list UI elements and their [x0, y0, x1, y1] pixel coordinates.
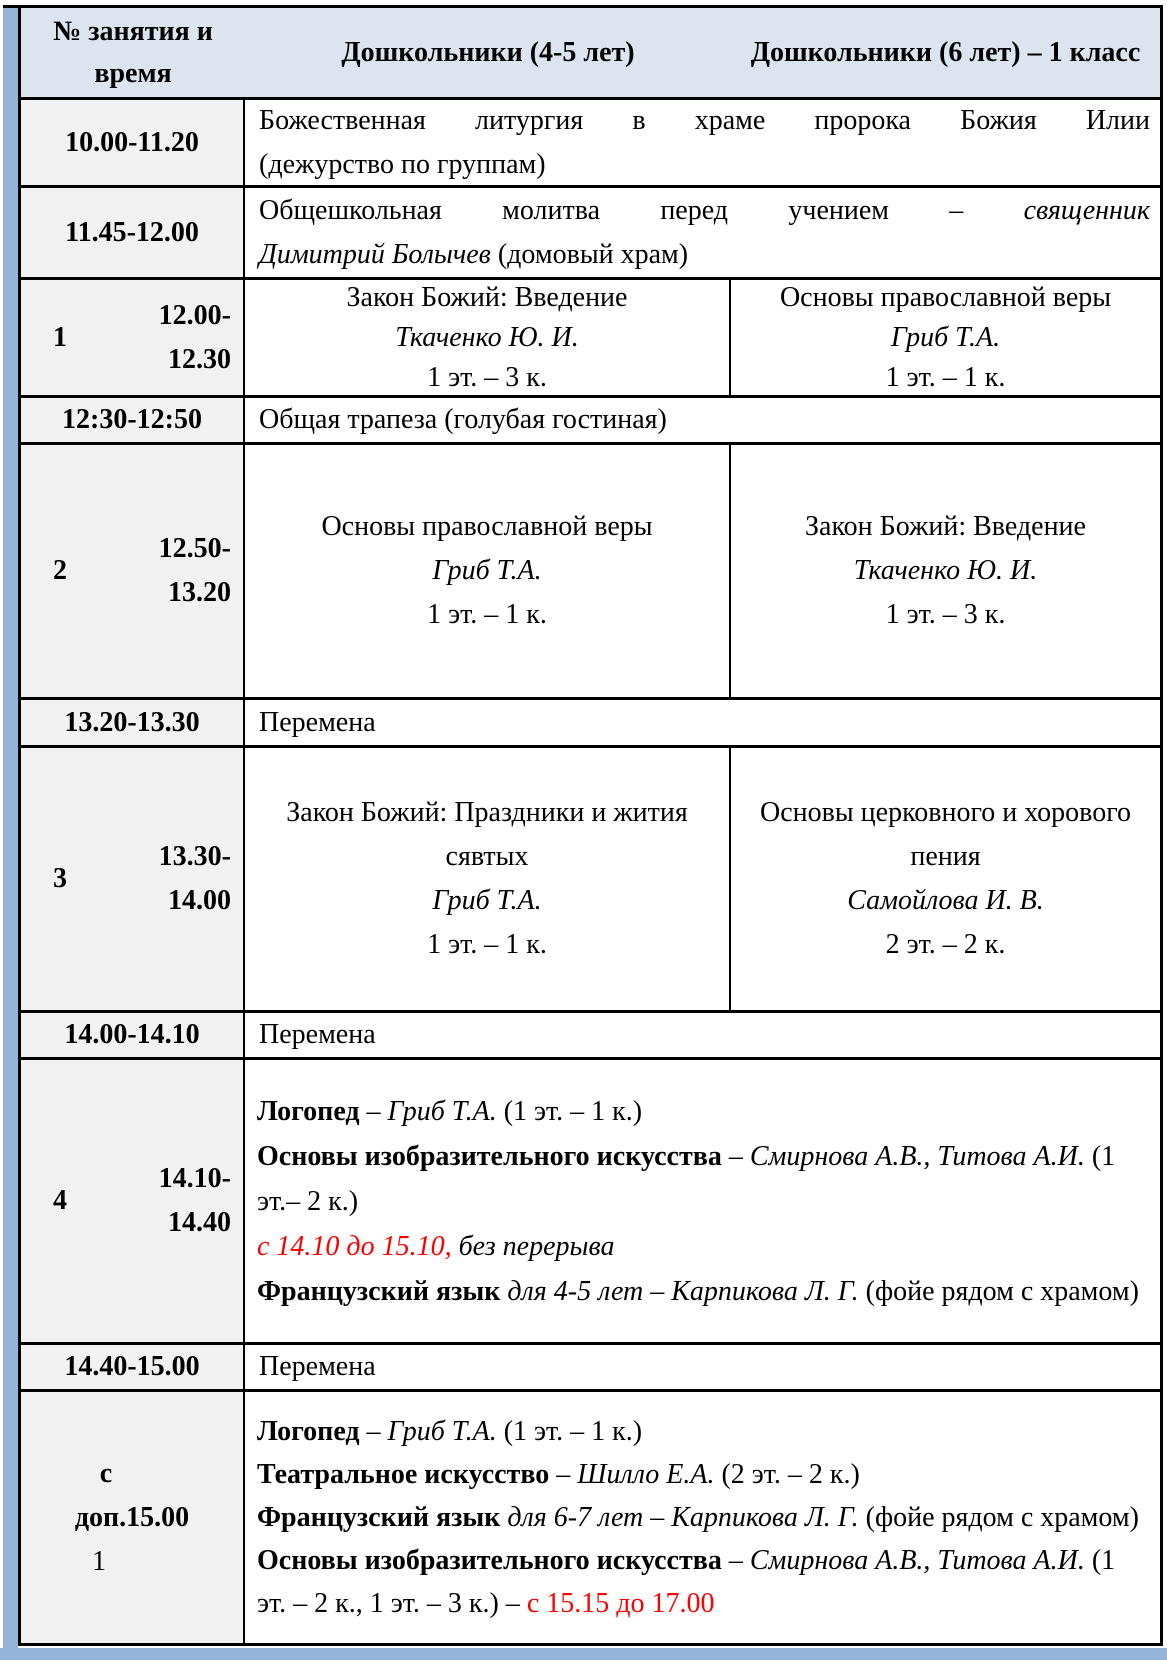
liturgy-text	[245, 100, 1160, 185]
teacher-name: Самойлова И. В.	[847, 885, 1044, 916]
text-line	[257, 1539, 1146, 1625]
row-lesson-2	[21, 445, 1160, 700]
time-cell: 10.00-11.20	[21, 100, 245, 185]
text-line	[257, 1269, 1146, 1314]
text-segment: для 4-5 лет – Карпикова Л. Г.	[507, 1275, 859, 1307]
bottom-accent-bar	[0, 1648, 1167, 1660]
break-text: Перемена	[259, 1351, 376, 1382]
text-segment: Смирнова А.В., Титова А.И.	[749, 1140, 1085, 1172]
room: 1 эт. – 3 к.	[427, 361, 547, 393]
time-prefix: с	[99, 1457, 113, 1489]
time-line-1: 12.00-	[158, 299, 231, 331]
text-line	[259, 233, 1150, 277]
text-segment: Театральное искусство	[257, 1459, 550, 1490]
lesson-number: 3	[53, 863, 67, 894]
time-cell	[21, 445, 245, 697]
subject-title: Закон Божий: Введение	[346, 281, 628, 313]
text-segment: –	[721, 1140, 750, 1172]
room: 1 эт. – 1 к.	[427, 599, 547, 630]
schedule-table	[18, 5, 1163, 1646]
lesson-time	[99, 527, 243, 615]
time-cell	[21, 748, 245, 1010]
text-segment: Гриб Т.А.	[387, 1095, 497, 1127]
table-header-row	[21, 8, 1160, 100]
text-segment: –	[359, 1416, 388, 1447]
text-segment: Шилло Е.А.	[577, 1459, 715, 1490]
text-line	[259, 143, 1150, 187]
text-line	[257, 1410, 1146, 1453]
text-segment: Димитрий Болычев	[259, 238, 498, 270]
time-line-2: 14.40	[168, 1207, 231, 1238]
teacher-name: Ткаченко Ю. И.	[395, 321, 579, 353]
lesson-time	[99, 1157, 243, 1245]
room: 1 эт. – 1 к.	[885, 361, 1006, 393]
text-segment: с 14.10 до 15.10,	[257, 1230, 452, 1262]
text-line	[257, 1496, 1146, 1539]
text-segment: (1 эт.– 2 к.)	[257, 1140, 1116, 1217]
text-segment: Основы изобразительного искусства	[257, 1545, 722, 1576]
lesson-number: 2	[53, 555, 67, 586]
lesson-time	[99, 294, 243, 382]
lesson-4-activities	[245, 1060, 1160, 1342]
text-segment: –	[549, 1459, 578, 1490]
text-segment: (2 эт. – 2 к.)	[714, 1459, 860, 1490]
room: 1 эт. – 3 к.	[885, 599, 1006, 630]
time-cell: 11.45-12.00	[21, 188, 245, 277]
row-break-2	[21, 1013, 1160, 1060]
lesson-time	[99, 835, 243, 923]
text-segment: (1 эт. – 2 к., 1 эт. – 3 к.) –	[257, 1545, 1116, 1619]
subject-title: Закон Божий: Праздники и жития сявтых	[286, 797, 688, 872]
row-break-3	[21, 1345, 1160, 1392]
break-text: Перемена	[259, 706, 376, 738]
meal-text: Общая трапеза (голубая гостиная)	[259, 404, 667, 435]
subject-title: Закон Божий: Введение	[805, 511, 1086, 542]
time-line-1: 13.30-	[158, 841, 231, 872]
text-segment: (1 эт. – 1 к.)	[496, 1416, 643, 1447]
time-line-1: 14.10-	[158, 1163, 231, 1194]
text-segment: Общешкольная молитва перед учением –	[259, 194, 1024, 226]
row-extra-lessons	[21, 1392, 1160, 1643]
teacher-name: Гриб Т.А.	[890, 321, 1001, 353]
time-line-2: 12.30	[168, 343, 231, 375]
row-liturgy	[21, 100, 1160, 188]
time-cell	[21, 1392, 245, 1643]
text-segment: (фойе рядом с храмом)	[858, 1502, 1139, 1533]
text-segment: (домовый храм)	[497, 238, 689, 270]
time-cell	[21, 1060, 245, 1342]
time-cell	[21, 280, 245, 395]
lesson-cell-6	[731, 280, 1160, 395]
header-preschool-4-5: Дошкольники (4-5 лет)	[341, 36, 635, 68]
lesson-number: 4	[53, 1185, 67, 1216]
lesson-number: 1	[53, 321, 67, 353]
text-line	[257, 1453, 1146, 1496]
row-lesson-3	[21, 748, 1160, 1013]
text-segment: для 6-7 лет – Карпикова Л. Г.	[507, 1502, 859, 1533]
time-cell: 14.40-15.00	[21, 1345, 245, 1389]
text-segment: (1 эт. – 1 к.)	[496, 1095, 643, 1127]
break-text: Перемена	[259, 1019, 376, 1050]
lesson-cell-4-5	[245, 280, 731, 395]
time-line-2: 14.00	[168, 885, 231, 916]
text-segment: Логопед	[257, 1416, 360, 1447]
time-cell: 14.00-14.10	[21, 1013, 245, 1057]
text-segment: священник	[1023, 194, 1150, 226]
time-line-2: 13.20	[168, 577, 231, 608]
time-sub: 1	[92, 1545, 106, 1577]
text-segment: –	[359, 1095, 388, 1127]
text-segment: (дежурство по группам)	[259, 148, 546, 180]
text-segment: Французский язык	[257, 1502, 501, 1533]
teacher-name: Гриб Т.А.	[432, 555, 542, 586]
subject-title: Основы церковного и хорового пения	[760, 797, 1131, 872]
time-cell: 13.20-13.30	[21, 700, 245, 745]
left-accent-bar	[3, 8, 18, 1660]
lesson-cell-4-5	[245, 748, 731, 1010]
row-meal	[21, 398, 1160, 445]
text-segment: без перерыва	[451, 1230, 615, 1262]
subject-title: Основы православной веры	[321, 511, 653, 542]
text-segment: –	[721, 1545, 750, 1576]
subject-title: Основы православной веры	[779, 281, 1112, 313]
prayer-text	[245, 188, 1160, 277]
header-lesson-number-and-time: № занятия и время	[53, 15, 213, 89]
room: 1 эт. – 1 к.	[427, 929, 547, 960]
text-segment: Французский язык	[257, 1275, 501, 1307]
lesson-cell-6	[731, 445, 1160, 697]
text-segment: с 15.15 до 17.00	[526, 1588, 715, 1619]
extra-number-and-time	[75, 1496, 189, 1540]
text-segment: Гриб Т.А.	[387, 1416, 497, 1447]
teacher-name: Ткаченко Ю. И.	[853, 555, 1038, 586]
text-line	[257, 1134, 1146, 1224]
text-line	[259, 189, 1150, 233]
text-segment: Смирнова А.В., Титова А.И.	[749, 1545, 1085, 1576]
text-segment: (фойе рядом с храмом)	[858, 1275, 1139, 1307]
header-preschool-6-grade-1: Дошкольники (6 лет) – 1 класс	[750, 36, 1141, 68]
time-line-1: 12.50-	[158, 533, 231, 564]
text-segment: Основы изобразительного искусства	[257, 1140, 722, 1172]
text-segment: Логопед	[257, 1095, 360, 1127]
text-line	[259, 100, 1150, 143]
row-lesson-4	[21, 1060, 1160, 1345]
row-prayer	[21, 188, 1160, 280]
row-break-1	[21, 700, 1160, 748]
time-cell: 12:30-12:50	[21, 398, 245, 442]
row-lesson-1	[21, 280, 1160, 398]
lesson-cell-4-5	[245, 445, 731, 697]
top-border-stub	[3, 5, 19, 8]
text-line	[257, 1089, 1146, 1134]
extra-activities	[245, 1392, 1160, 1643]
lesson-time: 15.00	[126, 1501, 190, 1533]
lesson-cell-6	[731, 748, 1160, 1010]
room: 2 эт. – 2 к.	[885, 929, 1006, 960]
text-segment: Божественная литургия в храме пророка Божия Илии	[259, 104, 1150, 136]
text-line	[257, 1224, 1146, 1269]
teacher-name: Гриб Т.А.	[432, 885, 542, 916]
lesson-number: доп.	[74, 1501, 127, 1533]
